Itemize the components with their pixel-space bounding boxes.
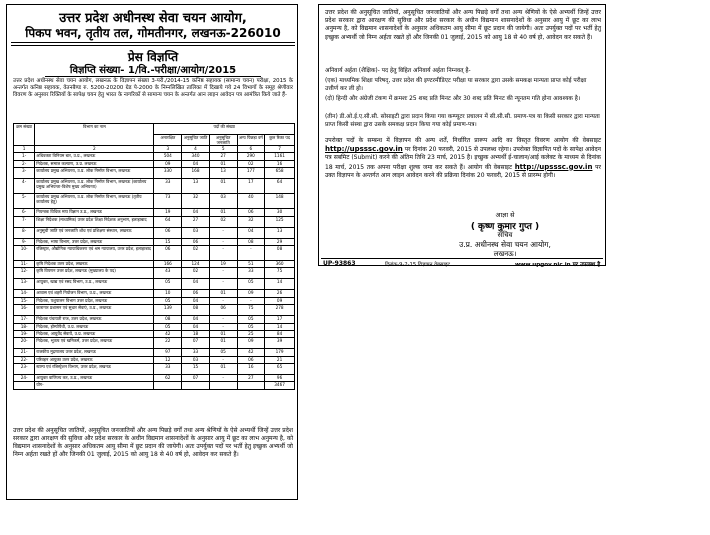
row-department: अनुसूची जाति एवं जनजाति शोध एवं प्रशिक्षण संस्थान, लखनऊ — [35, 227, 154, 238]
right-notice-column — [318, 4, 606, 266]
row-department: कृषि निदेशक उत्तर प्रदेश, लखनऊ — [35, 260, 154, 267]
row-serial: 19- — [14, 330, 35, 337]
table-row — [14, 338, 295, 349]
table-header-group — [14, 124, 295, 135]
row-count: 166 — [154, 260, 182, 267]
row-count: 18 — [182, 330, 210, 337]
row-serial: 16- — [14, 305, 35, 316]
table-row — [14, 364, 295, 375]
row-count: 62 — [154, 375, 182, 382]
row-count: 06 — [182, 290, 210, 297]
row-count: 27 — [182, 216, 210, 227]
row-count: 07 — [182, 375, 210, 382]
col-header-sc: अनुसूचित जाति — [182, 135, 210, 146]
row-count: 01 — [209, 290, 237, 297]
signatory-title: सचिव — [497, 231, 513, 239]
row-count: 75 — [265, 268, 295, 279]
row-serial: 14- — [14, 290, 35, 297]
row-department: कृषि विपणन उत्तर प्रदेश, लखनऊ (मुख्यालय के पद) — [35, 268, 154, 279]
row-count: - — [209, 375, 237, 382]
row-count: 96 — [265, 375, 295, 382]
table-row — [14, 216, 295, 227]
row-count: 01 — [209, 338, 237, 349]
row-serial: 11- — [14, 260, 35, 267]
row-count: - — [209, 316, 237, 323]
row-serial: 8- — [14, 227, 35, 238]
vacancy-table — [13, 123, 295, 390]
col-header-obc: अन्य पिछड़ा वर्ग — [237, 135, 265, 146]
row-serial: 15- — [14, 297, 35, 304]
row-count: 05 — [154, 297, 182, 304]
row-department: अधिवक्ता विनियम बार, उ.प्र., लखनऊ — [35, 153, 154, 160]
row-count: 330 — [154, 168, 182, 179]
row-serial: 3- — [14, 168, 35, 179]
table-row — [14, 194, 295, 209]
total-blank — [154, 382, 182, 389]
table-row — [14, 245, 295, 260]
row-count: 05 — [154, 279, 182, 290]
row-count: 04 — [182, 316, 210, 323]
table-row — [14, 209, 295, 216]
row-count: 07 — [182, 338, 210, 349]
row-department: कार्यालय प्रमुख अभियन्ता, उ.प्र. लोक निर्माण विभाग, लखनऊ — [35, 168, 154, 179]
row-department: स्टाम्प एवं रजिस्ट्रेशन विभाग, उत्तर प्रदेश, लखनऊ — [35, 364, 154, 375]
col-header-st: अनुसूचित जनजाति — [209, 135, 237, 146]
row-count: - — [237, 245, 265, 260]
row-count: 17 — [265, 316, 295, 323]
row-count: 22 — [154, 338, 182, 349]
row-count: 04 — [182, 209, 210, 216]
row-count: 06 — [154, 227, 182, 238]
row-count: 05 — [237, 323, 265, 330]
row-count: 29 — [265, 238, 295, 245]
row-serial: 1- — [14, 153, 35, 160]
row-serial: 21- — [14, 349, 35, 356]
website-link-second[interactable]: http://upsssc.gov.in — [514, 162, 593, 171]
signatory-city: लखनऊ। — [493, 250, 517, 258]
table-row — [14, 160, 295, 167]
row-count: 13 — [265, 227, 295, 238]
row-count: 19 — [154, 209, 182, 216]
left-notice-column — [6, 4, 298, 500]
col-number: 5 — [209, 146, 237, 153]
row-count: 658 — [265, 168, 295, 179]
reservation-paragraph-right: उत्तर प्रदेश की अनुसूचित जातियों, अनुसूचित जनजातियों और अन्य पिछड़े वर्गों तथा अन्य श्रेणियों के ऐसे अभ्यर्थी जिन्हें उत्तर प्रदेश सरकार द्वारा आरक्षण की सुविधा और प्रदेश सरकार के अधीन विद्यमान शासनादेशों के अनुसार आयु में छूट का लाभ अनुमन्य है, को विद्यमान शासनादेशों के अनुसार अधिकतम आयु सीमा में छूट प्रदान की जायेगी। अतः उपर्युक्त पदों पर भर्ती हेतु इच्छुक अभ्यर्थी जो निम्न अर्हता रखते हों और जिनकी 01 जुलाई, 2015 को आयु 18 से 40 वर्ष हो, आवेदन कर सकते हैं। — [325, 9, 601, 41]
qualification-two: (दो) हिन्दी और अंग्रेजी टंकण में क्रमशः 25 शब्द प्रति मिनट और 30 शब्द प्रति मिनट की न्यूनतम गति होना आवश्यक है। — [325, 96, 581, 102]
total-row — [14, 382, 295, 389]
row-serial: 10- — [14, 245, 35, 260]
row-department: रजिस्ट्रार, औद्योगिक न्यायाधिकरण एवं श्रम न्यायालय, उत्तर प्रदेश, इलाहाबाद — [35, 245, 154, 260]
row-count: - — [209, 297, 237, 304]
advertisement-number: विज्ञप्ति संख्या- 1/वि.-परीक्षा/आयोग/2015 — [69, 65, 237, 76]
application-text-b: पर दिनांक 20 फरवरी, 2015 से उपलब्ध रहेगा। उपरोक्त विज्ञापित पदों के सापेक्ष आवेदन पत्र सबमिट (Submit) करने की अंतिम तिथि 23 मार्च, 2015 है। इच्छुक अभ्यर्थी ई-चालान/आई कलेक्ट के माध्यम से दिनांक 18 मार्च, 2015 तक अपना परीक्षा शुल्क जमा कर सकते हैं। आयोग की वेबसाइट — [325, 146, 601, 171]
total-value: 3467 — [265, 382, 295, 389]
signatory-org: उ.प्र. अधीनस्थ सेवा चयन आयोग, — [459, 240, 551, 249]
row-department: शिक्षा निदेशक (माध्यमिक) उत्तर प्रदेश शिक्षा निदेशक अनुभाग, इलाहाबाद — [35, 216, 154, 227]
row-department: निदेशक, भूतत्व एवं खनिकर्म, उत्तर प्रदेश, लखनऊ — [35, 338, 154, 349]
row-count: 04 — [182, 279, 210, 290]
row-count: 04 — [182, 323, 210, 330]
row-count: 33 — [154, 364, 182, 375]
row-serial: 6- — [14, 209, 35, 216]
row-count: 19 — [209, 260, 237, 267]
row-count: 05 — [154, 323, 182, 330]
row-count: 168 — [182, 168, 210, 179]
row-serial: 4- — [14, 179, 35, 194]
row-count: 1161 — [265, 153, 295, 160]
table-row — [14, 330, 295, 337]
row-count: 42 — [237, 349, 265, 356]
header-rule-double — [11, 45, 295, 46]
col-number: 7 — [265, 146, 295, 153]
row-department: राजकीय मुद्रणालय उत्तर प्रदेश, लखनऊ — [35, 349, 154, 356]
footer-code: UP-93863 — [323, 260, 356, 267]
row-serial: 22- — [14, 356, 35, 363]
vacancy-table-body — [14, 153, 295, 382]
row-serial: 24- — [14, 375, 35, 382]
row-count: 08 — [265, 245, 295, 260]
row-count: - — [209, 279, 237, 290]
row-department: निदेशक, समाज कल्याण, उ.प्र. लखनऊ — [35, 160, 154, 167]
application-text-c: पर उक्त विज्ञापन के अन्तर्गत आन लाइन आवेदन करने की प्रक्रिया दिनांक 20 फरवरी, 2015 से प्रारम्भ होगी। — [325, 163, 601, 179]
row-count: 14 — [265, 279, 295, 290]
row-department: नियन्त्रक विधिक माप विज्ञान उ.प्र., लखनऊ — [35, 209, 154, 216]
commission-address: पिकप भवन, तृतीय तल, गोमतीनगर, लखनऊ-226010 — [25, 26, 281, 40]
row-count: 25 — [237, 330, 265, 337]
qualification-three: (तीन) डी.ओ.ई.ए.सी.सी. सोसाइटी द्वारा प्रदान किया गया कम्प्यूटर प्रचालन में सी.सी.सी. प्रमाण-पत्र या किसी सरकार द्वारा मान्यता प्राप्त किसी संस्था द्वारा उसके समकक्ष प्रदान किया गया कोई प्रमाण-पत्र। — [325, 114, 600, 128]
row-count: 06 — [209, 305, 237, 316]
row-department: कार्यालय प्रमुख अभियन्ता, उ.प्र. लोक निर्माण विभाग, लखनऊ (तृतीय कार्यालय हेतु) — [35, 194, 154, 209]
header-rule — [11, 42, 295, 43]
table-row — [14, 375, 295, 382]
row-serial: 18- — [14, 323, 35, 330]
row-count: 179 — [265, 349, 295, 356]
commission-title: उत्तर प्रदेश अधीनस्थ सेवा चयन आयोग, — [59, 11, 247, 26]
row-count: 84 — [265, 330, 295, 337]
row-count: 32 — [237, 216, 265, 227]
row-count: 06 — [182, 238, 210, 245]
row-count: 42 — [154, 330, 182, 337]
total-label: योग- — [35, 382, 154, 389]
col-number: 4 — [182, 146, 210, 153]
col-header-unreserved: अनारक्षित — [154, 135, 182, 146]
row-count: 08 — [182, 305, 210, 316]
row-serial: 2- — [14, 160, 35, 167]
row-count: 14 — [265, 323, 295, 330]
row-count: - — [209, 238, 237, 245]
row-count: 360 — [265, 260, 295, 267]
col-number: 1 — [14, 146, 35, 153]
row-count: 01 — [209, 330, 237, 337]
footer-website[interactable]: www.upgov.nic.in पर उपलब्ध है — [515, 262, 601, 268]
table-row — [14, 279, 295, 290]
col-header-department: विभाग का नाम — [35, 124, 154, 146]
table-row — [14, 349, 295, 356]
table-row — [14, 153, 295, 160]
row-count: 12 — [154, 356, 182, 363]
row-count: 09 — [237, 338, 265, 349]
row-count: 10 — [154, 290, 182, 297]
row-count: - — [209, 245, 237, 260]
row-serial: 23- — [14, 364, 35, 375]
row-department: परिवहन आयुक्त उत्तर प्रदेश, लखनऊ — [35, 356, 154, 363]
row-count: 33 — [237, 268, 265, 279]
row-count: 27 — [209, 153, 237, 160]
table-row — [14, 238, 295, 245]
row-count: 64 — [265, 179, 295, 194]
row-count: 01 — [209, 364, 237, 375]
row-serial: 20- — [14, 338, 35, 349]
row-count: 02 — [209, 216, 237, 227]
row-count: 09 — [265, 297, 295, 304]
row-serial: 13- — [14, 279, 35, 290]
row-count: 64 — [154, 216, 182, 227]
total-blank — [182, 382, 210, 389]
row-count: 06 — [154, 245, 182, 260]
table-row — [14, 323, 295, 330]
row-count: 05 — [237, 316, 265, 323]
row-count: 30 — [265, 209, 295, 216]
row-department: कार्यालय प्रमुख अभियन्ता, उ.प्र. लोक निर्माण विभाग, लखनऊ (कार्यालय प्रमुख अभियन्ता-विशेष मुख्य अभियन्ता) — [35, 179, 154, 194]
row-count: 02 — [182, 268, 210, 279]
table-row — [14, 290, 295, 297]
row-count: 75 — [237, 305, 265, 316]
row-count: - — [209, 268, 237, 279]
row-department: आवास एवं शहरी नियोजन विभाग, उ.प्र., लखनऊ — [35, 290, 154, 297]
row-count: 03 — [182, 227, 210, 238]
row-count: 51 — [237, 260, 265, 267]
row-count: 09 — [237, 290, 265, 297]
row-count: 17 — [237, 179, 265, 194]
row-count: 01 — [209, 209, 237, 216]
row-count: 124 — [182, 260, 210, 267]
qualification-heading: अनिवार्य अर्हता (शैक्षिक)- पद हेतु विहित अनिवार्य अर्हता निम्नवत् है- — [325, 68, 471, 74]
table-row — [14, 168, 295, 179]
row-count: 33 — [154, 179, 182, 194]
row-count: 125 — [265, 216, 295, 227]
table-row — [14, 260, 295, 267]
col-number: 6 — [237, 146, 265, 153]
total-blank — [14, 382, 35, 389]
row-count: 73 — [154, 194, 182, 209]
col-number: 2 — [35, 146, 154, 153]
row-count: 02 — [182, 245, 210, 260]
row-department: आयुक्त, खाद्य एवं रसद विभाग, उ.प्र., लखनऊ — [35, 279, 154, 290]
row-count: 290 — [237, 153, 265, 160]
row-count: - — [209, 323, 237, 330]
table-row — [14, 305, 295, 316]
row-serial: 9- — [14, 238, 35, 245]
row-count: 278 — [265, 305, 295, 316]
row-count: 03 — [209, 194, 237, 209]
row-serial: 5- — [14, 194, 35, 209]
row-count: 08 — [154, 316, 182, 323]
table-row — [14, 179, 295, 194]
row-count: 97 — [154, 349, 182, 356]
row-count: 04 — [237, 227, 265, 238]
table-row — [14, 356, 295, 363]
website-link[interactable]: http://upsssc.gov.in — [325, 145, 403, 154]
row-department: निदेशक, आयुर्वेद सेवायें, उ.प्र. लखनऊ — [35, 330, 154, 337]
footer-rule — [321, 258, 603, 259]
col-header-post-count: पदों की संख्या — [154, 124, 295, 135]
table-row — [14, 297, 295, 304]
column-number-row — [14, 146, 295, 153]
row-count: 13 — [209, 168, 237, 179]
col-header-serial: क्रम संख्या — [14, 124, 35, 146]
row-count: 13 — [182, 179, 210, 194]
row-count: 33 — [182, 349, 210, 356]
total-blank — [237, 382, 265, 389]
row-count: 139 — [154, 305, 182, 316]
row-count: 16 — [265, 160, 295, 167]
row-count: 05 — [237, 279, 265, 290]
row-count: 39 — [265, 338, 295, 349]
row-count: 148 — [265, 194, 295, 209]
row-count: 16 — [237, 364, 265, 375]
press-note-heading: प्रेस विज्ञप्ति — [127, 50, 179, 64]
application-text-a: उपरोक्त पदों के सम्बन्ध में विज्ञापन की अन्य शर्तें, निर्धारित प्रारूप आदि का विस्तृत विवरण आयोग की वेबसाइट — [325, 137, 601, 144]
row-count: 340 — [182, 153, 210, 160]
row-count: 08 — [237, 238, 265, 245]
row-count: 43 — [154, 268, 182, 279]
reservation-paragraph: उत्तर प्रदेश की अनुसूचित जातियों, अनुसूचित जनजातियों और अन्य पिछड़े वर्गों तथा अन्य श्रेणियों के ऐसे अभ्यर्थी जिन्हें उत्तर प्रदेश सरकार द्वारा आरक्षण की सुविधा और प्रदेश सरकार के अधीन विद्यमान शासनादेशों के अनुसार आयु में छूट का लाभ अनुमन्य है, को विद्यमान शासनादेशों के अनुसार अधिकतम आयु सीमा में छूट प्रदान की जायेगी। अतः उपर्युक्त पदों पर भर्ती हेतु इच्छुक अभ्यर्थी जो निम्न अर्हता रखते हों और जिनकी 01 जुलाई, 2015 को आयु 18 से 40 वर्ष हो, आवेदन कर सकते हैं। — [13, 427, 293, 458]
signatory-name: ( कृष्ण कुमार गुप्त ) — [470, 222, 540, 232]
intro-paragraph: उत्तर प्रदेश अधीनस्थ सेवा चयन आयोग, लखनऊ के विज्ञापन संख्या 3-परी./2014-15 कनिष्ठ सहायक (सामान्य चयन) परीक्षा, 2015 के अन्तर्गत कनिष्ठ सहायक, वेतनबैण्ड रु. 5200-20200 ग्रेड पे-2000 के निम्नलिखित तालिका में दिखाये गये 24 विभागों के समूह श्रेणीवार विवरण के अनुसार रिक्तियों के सापेक्ष चयन हेतु भारत के नागरिकों से सामान्य चयन के अन्तर्गत आन लाइन आवेदन पत्र आमंत्रित किये जाते हैं- — [13, 78, 293, 99]
row-count: 177 — [237, 168, 265, 179]
table-row — [14, 227, 295, 238]
row-count: 01 — [209, 160, 237, 167]
row-count: 06 — [237, 356, 265, 363]
row-count: 15 — [182, 364, 210, 375]
advertisement-underline — [45, 76, 261, 77]
row-department: कारागार प्रशासन एवं सुधार सेवाएं, उ.प्र., लखनऊ — [35, 305, 154, 316]
row-count: 09 — [154, 160, 182, 167]
row-count: 65 — [265, 364, 295, 375]
row-count: 01 — [209, 179, 237, 194]
row-count: 06 — [237, 209, 265, 216]
row-count: 32 — [182, 194, 210, 209]
row-department: निदेशक, पशुपालन विभाग उत्तर प्रदेश, लखनऊ — [35, 297, 154, 304]
row-count: 04 — [182, 297, 210, 304]
col-number: 3 — [154, 146, 182, 153]
row-count: - — [237, 297, 265, 304]
row-department: आयुक्त वाणिज्य कर, उ.प्र., लखनऊ — [35, 375, 154, 382]
table-row — [14, 316, 295, 323]
row-count: 03 — [182, 356, 210, 363]
footer-note: दिनांक-9-2-15 विज्ञापन वेबसाइट — [385, 262, 451, 268]
row-count: 05 — [209, 349, 237, 356]
row-count: 21 — [265, 356, 295, 363]
row-count: 04 — [182, 160, 210, 167]
row-count: 40 — [237, 194, 265, 209]
row-count: 504 — [154, 153, 182, 160]
total-blank — [209, 382, 237, 389]
row-department: निदेशक, भाषा विभाग, उत्तर प्रदेश, लखनऊ — [35, 238, 154, 245]
table-row — [14, 268, 295, 279]
row-serial: 7- — [14, 216, 35, 227]
row-serial: 17- — [14, 316, 35, 323]
row-department: निदेशक, होम्योपैथी, उ.प्र. लखनऊ — [35, 323, 154, 330]
col-header-total: कुल रिक्त पद — [265, 135, 295, 146]
row-count: 27 — [237, 375, 265, 382]
signature-order: आज्ञा से — [495, 211, 515, 219]
row-count: 02 — [237, 160, 265, 167]
row-department: निदेशक पंचायती राज, उत्तर प्रदेश, लखनऊ — [35, 316, 154, 323]
row-count: 26 — [265, 290, 295, 297]
row-serial: 12- — [14, 268, 35, 279]
application-paragraph — [325, 137, 601, 180]
qualification-one: (एक) माध्यमिक शिक्षा परिषद्, उत्तर प्रदेश की इण्टरमीडिएट परीक्षा या सरकार द्वारा उसके समकक्ष मान्यता प्राप्त कोई परीक्षा उत्तीर्ण कर ली हो। — [325, 78, 587, 92]
row-count: 15 — [154, 238, 182, 245]
row-count: - — [209, 227, 237, 238]
row-count: - — [209, 356, 237, 363]
